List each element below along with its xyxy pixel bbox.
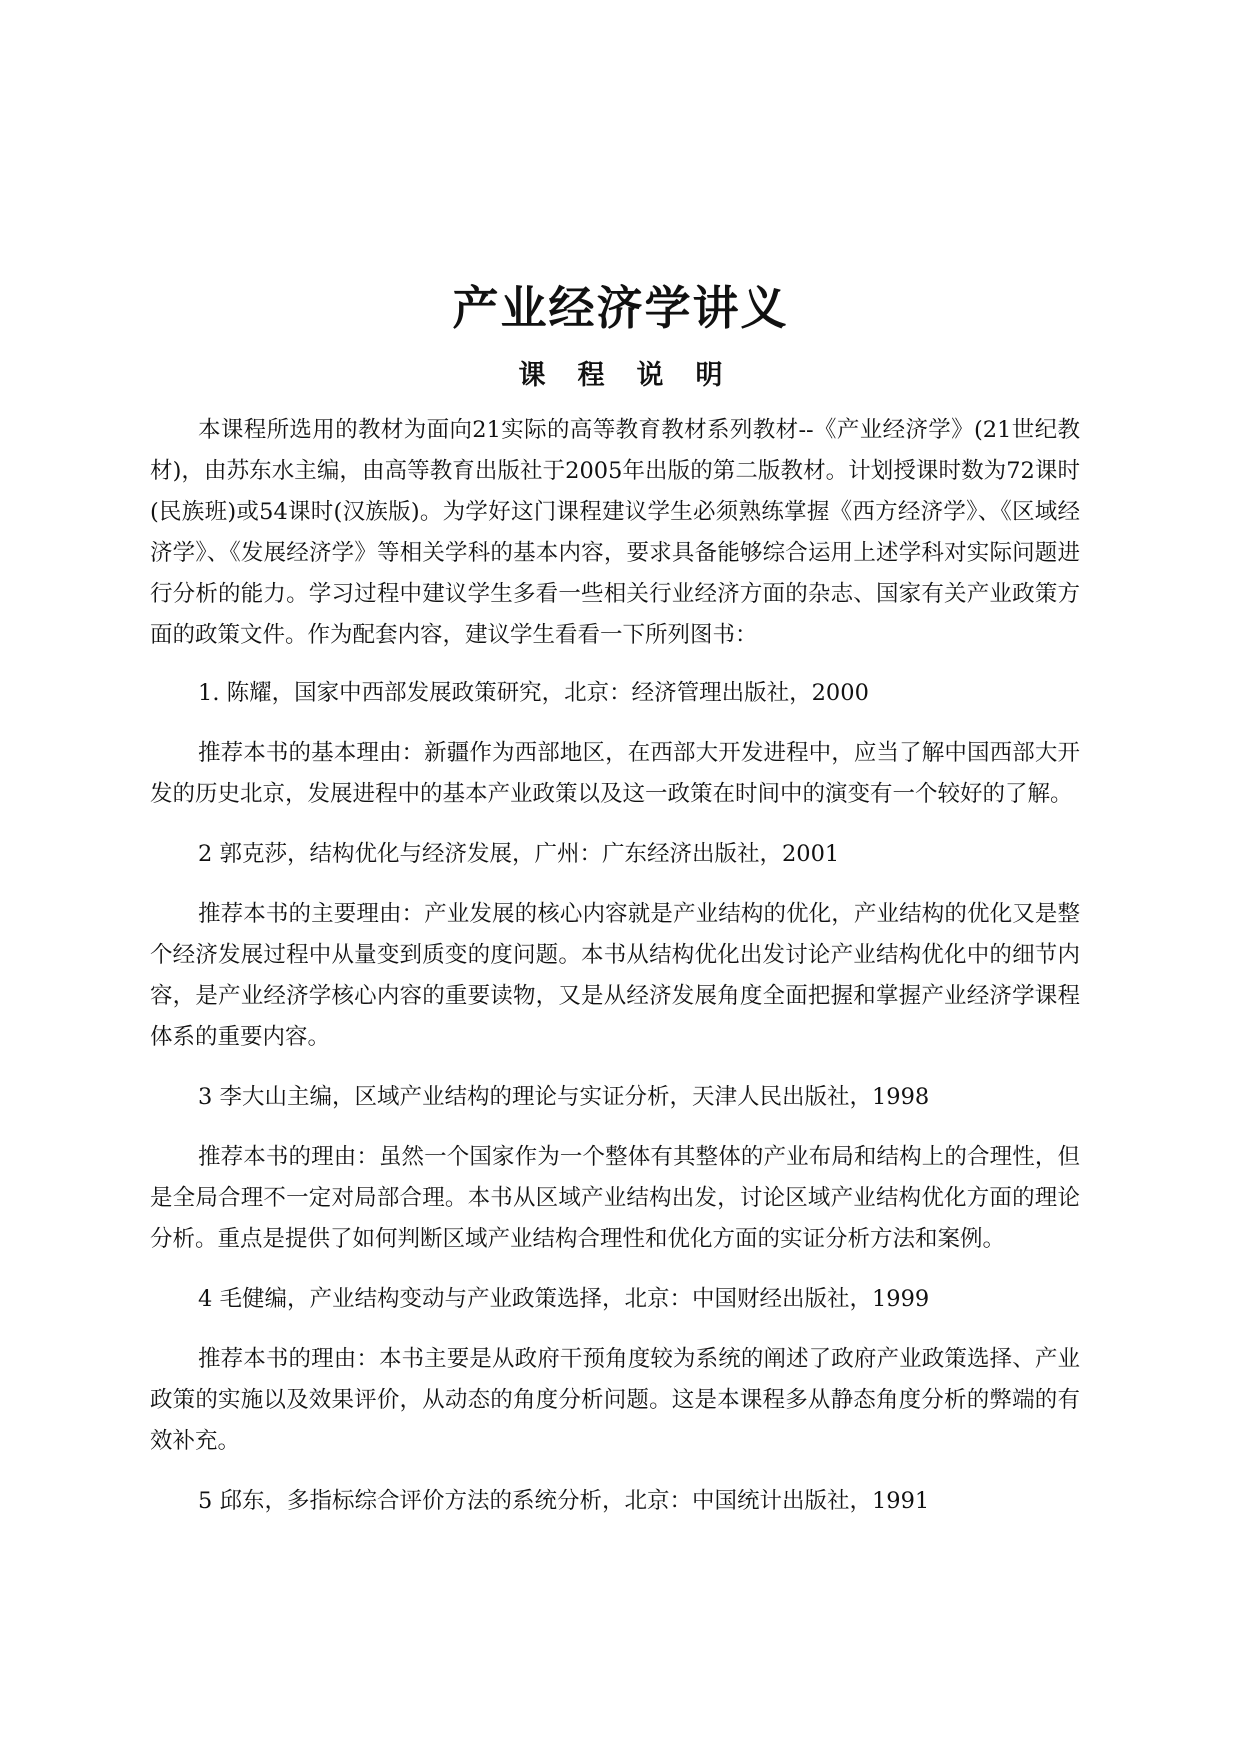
document-title: 产业经济学讲义 [452, 281, 789, 335]
section-heading-char: 说 [636, 360, 664, 391]
section-heading-char: 明 [695, 360, 723, 391]
book-entry-4: 4 毛健编，产业结构变动与产业政策选择，北京：中国财经出版社，1999 [198, 1286, 930, 1312]
book-reason-2: 推荐本书的主要理由：产业发展的核心内容就是产业结构的优化，产业结构的优化又是整个经济发展过程中从量变到质变的度问题。本书从结构优化出发讨论产业结构优化中的细节内容，是产业经济学核心内容的重要读物，又是从经济发展角度全面把握和掌握产业经济学课程体系的重要内容。 [150, 901, 1080, 1050]
document-body [150, 410, 1080, 1541]
section-heading-char: 课 [518, 360, 546, 391]
book-entry-2: 2 郭克莎，结构优化与经济发展，广州：广东经济出版社，2001 [198, 841, 840, 867]
book-reason-4: 推荐本书的理由：本书主要是从政府干预角度较为系统的阐述了政府产业政策选择、产业政策的实施以及效果评价，从动态的角度分析问题。这是本课程多从静态角度分析的弊端的有效补充。 [150, 1346, 1080, 1454]
section-heading-char: 程 [577, 360, 605, 391]
book-reason-3: 推荐本书的理由：虽然一个国家作为一个整体有其整体的产业布局和结构上的合理性，但是全局合理不一定对局部合理。本书从区域产业结构出发，讨论区域产业结构优化方面的理论分析。重点是提供了如何判断区域产业结构合理性和优化方面的实证分析方法和案例。 [150, 1144, 1080, 1252]
book-entry-3: 3 李大山主编，区域产业结构的理论与实证分析，天津人民出版社，1998 [198, 1084, 930, 1110]
book-entry-1: 1. 陈耀，国家中西部发展政策研究，北京：经济管理出版社，2000 [198, 680, 869, 706]
book-entry-5: 5 邱东，多指标综合评价方法的系统分析，北京：中国统计出版社，1991 [198, 1488, 930, 1514]
intro-paragraph: 本课程所选用的教材为面向21实际的高等教育教材系列教材--《产业经济学》(21世纪教材)，由苏东水主编，由高等教育出版社于2005年出版的第二版教材。计划授课时数为72课时(民族班)或54课时(汉族版)。为学好这门课程建议学生必须熟练掌握《西方经济学》、《区域经济学》、《发展经济学》等相关学科的基本内容，要求具备能够综合运用上述学科对实际问题进行分析的能力。学习过程中建议学生多看一些相关行业经济方面的杂志、国家有关产业政策方面的政策文件。作为配套内容，建议学生看看一下所列图书： [150, 417, 1080, 648]
section-heading [0, 356, 1241, 396]
book-reason-1: 推荐本书的基本理由：新疆作为西部地区，在西部大开发进程中，应当了解中国西部大开发的历史北京，发展进程中的基本产业政策以及这一政策在时间中的演变有一个较好的了解。 [150, 740, 1080, 807]
